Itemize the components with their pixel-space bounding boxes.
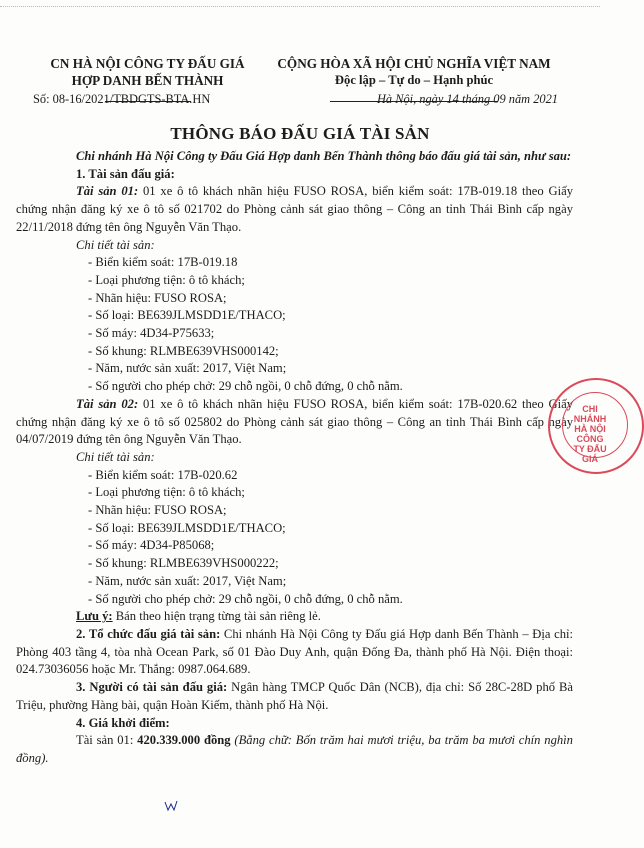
- section3-heading: 3. Người có tài sản đấu giá:: [76, 680, 228, 695]
- asset1-detail-item: - Nhãn hiệu: FUSO ROSA;: [88, 290, 227, 305]
- starting-price-prefix: Tài sản 01:: [76, 733, 138, 748]
- asset1-detail-item: - Năm, nước sản xuất: 2017, Việt Nam;: [88, 361, 287, 376]
- section2-paragraph: [16, 626, 573, 679]
- nation-motto: Độc lập – Tự do – Hạnh phúc: [334, 73, 494, 87]
- note-paragraph: [76, 608, 573, 626]
- asset1-detail-item: - Số loại: BE639JLMSDD1E/THACO;: [88, 308, 286, 323]
- asset2-text: 01 xe ô tô khách nhãn hiệu FUSO ROSA, biển kiểm soát: 17B-020.62 theo Giấy chứng nhận đăng ký xe ô tô số 025802 do Phòng cảnh sát giao thông – Công an tỉnh Thái Bình cấp ngày 04/07/2019 đứng tên ông Nguyễn Văn Thạo.: [16, 396, 574, 447]
- asset1-detail-item: - Biển kiểm soát: 17B-019.18: [88, 255, 238, 270]
- asset2-description: [16, 396, 573, 449]
- asset1-detail-item: - Số khung: RLMBE639VHS000142;: [88, 343, 279, 358]
- asset1-detail-item: - Loại phương tiện: ô tô khách;: [88, 272, 245, 287]
- asset2-detail-item: - Số loại: BE639JLMSDD1E/THACO;: [88, 520, 286, 535]
- document-number: Số: 08-16/2021/TBDGTS-BTA.HN: [33, 92, 211, 106]
- asset2-detail-label: Chi tiết tài sản:: [76, 449, 155, 464]
- seal-text: CHI NHÁNH HÀ NỘI CÔNG TY ĐẤU GIÁ: [573, 404, 607, 464]
- section2-heading: 2. Tổ chức đấu giá tài sản:: [76, 626, 221, 641]
- org-name-line1: CN HÀ NỘI CÔNG TY ĐẤU GIÁ: [50, 56, 245, 71]
- scan-edge: [0, 0, 600, 7]
- document-title: THÔNG BÁO ĐẤU GIÁ TÀI SẢN: [170, 124, 430, 143]
- note-label: Lưu ý:: [76, 609, 113, 624]
- asset1-details: [76, 254, 573, 396]
- asset1-description: [16, 183, 573, 236]
- section3-paragraph: [16, 679, 573, 714]
- asset1-detail-item: - Số người cho phép chở: 29 chỗ ngồi, 0 chỗ đứng, 0 chỗ nằm.: [88, 379, 403, 394]
- asset2-label: Tài sản 02:: [76, 396, 139, 411]
- asset2-detail-item: - Số khung: RLMBE639VHS000222;: [88, 556, 279, 571]
- starting-price-words: (Bằng chữ: Bốn trăm hai mươi triệu, ba trăm ba mươi chín nghìn đồng).: [16, 733, 573, 765]
- note-text: Bán theo hiện trạng từng tài sản riêng lẻ.: [112, 609, 321, 624]
- intro-paragraph: Chi nhánh Hà Nội Công ty Đấu Giá Hợp danh Bến Thành thông báo đấu giá tài sản, như sau:: [76, 149, 572, 163]
- org-name-line2: HỢP DANH BẾN THÀNH: [71, 73, 224, 88]
- asset1-detail-item: - Số máy: 4D34-P75633;: [88, 326, 215, 341]
- section2-text: Chi nhánh Hà Nội Công ty Đấu giá Hợp danh Bến Thành – Địa chỉ: Phòng 403 tầng 4, tòa nhà Ocean Park, số 01 Đào Duy Anh, quận Đống Đa, thành phố Hà Nội. Điện thoại: 024.73036056 hoặc Mr. Thắng: 0987.064.689.: [16, 626, 573, 677]
- asset2-details: [76, 467, 573, 609]
- section4-heading: 4. Giá khởi điểm:: [76, 715, 170, 730]
- starting-price-paragraph: [16, 732, 573, 767]
- asset1-detail-label: Chi tiết tài sản:: [76, 237, 155, 252]
- starting-price-amount: 420.339.000 đồng: [137, 733, 231, 748]
- asset2-detail-item: - Năm, nước sản xuất: 2017, Việt Nam;: [88, 573, 287, 588]
- asset1-label: Tài sản 01:: [76, 184, 139, 199]
- document-body: [16, 148, 574, 768]
- company-seal: [548, 378, 644, 474]
- asset2-detail-item: - Loại phương tiện: ô tô khách;: [88, 485, 245, 500]
- section3-text: Ngân hàng TMCP Quốc Dân (NCB), địa chỉ: Số 28C-28D phố Bà Triệu, phường Hàng bài, quận Hoàn Kiếm, thành phố Hà Nội.: [16, 680, 573, 712]
- nation-name: CỘNG HÒA XÃ HỘI CHỦ NGHĨA VIỆT NAM: [277, 56, 551, 71]
- asset2-detail-item: - Số người cho phép chở: 29 chỗ ngồi, 0 chỗ đứng, 0 chỗ nằm.: [88, 591, 403, 606]
- initial-mark-icon: [164, 800, 178, 812]
- asset1-text: 01 xe ô tô khách nhãn hiệu FUSO ROSA, biển kiểm soát: 17B-019.18 theo Giấy chứng nhận đăng ký xe ô tô số 021702 do Phòng cảnh sát giao thông – Công an tỉnh Thái Bình cấp ngày 22/11/2018 đứng tên ông Nguyễn Văn Thạo.: [16, 184, 574, 234]
- asset2-detail-item: - Số máy: 4D34-P85068;: [88, 538, 215, 553]
- section1-heading: 1. Tài sản đấu giá:: [76, 166, 175, 181]
- document-date: Hà Nội, ngày 14 tháng 09 năm 2021: [376, 92, 558, 106]
- asset2-detail-item: - Biển kiểm soát: 17B-020.62: [88, 467, 238, 482]
- asset2-detail-item: - Nhãn hiệu: FUSO ROSA;: [88, 503, 227, 518]
